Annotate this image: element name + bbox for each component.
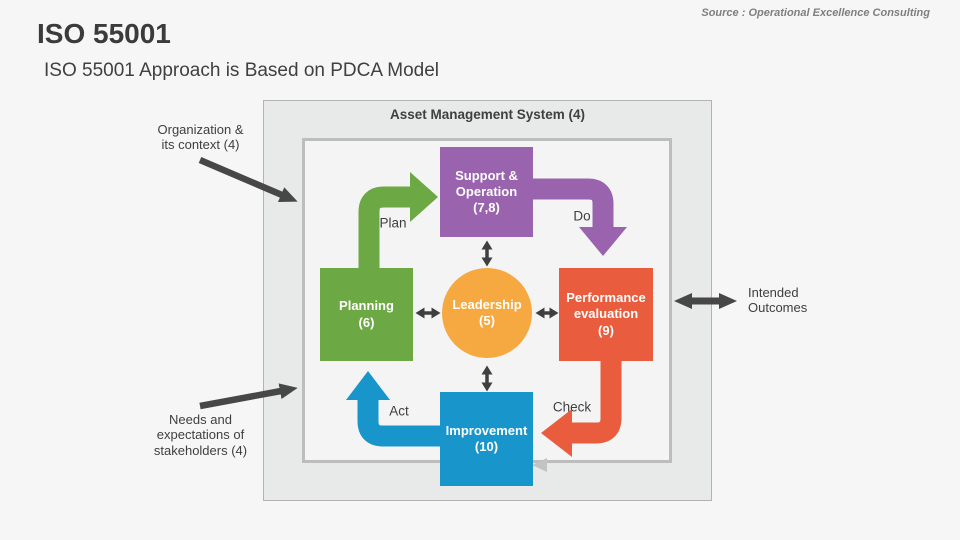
source-credit: Source : Operational Excellence Consulting (701, 7, 930, 19)
act-label: Act (389, 403, 409, 419)
organization-context-annotation (118, 122, 283, 153)
organization-context-line2: its context (4) (161, 137, 240, 153)
needs-arrow (200, 391, 281, 406)
support-operation-label-line2: Operation (455, 183, 518, 199)
check-label: Check (552, 399, 592, 415)
page-title: ISO 55001 (37, 18, 171, 49)
needs-line1: Needs and (169, 412, 232, 427)
leadership-label-line2: (5) (479, 313, 495, 328)
planning-label-line2: (6) (358, 314, 375, 330)
page-subtitle: ISO 55001 Approach is Based on PDCA Model (44, 60, 440, 81)
leadership-label-line1: Leadership (452, 296, 522, 312)
asset-management-system-label: Asset Management System (4) (389, 107, 586, 122)
do-arrow-head (579, 227, 627, 256)
intended-outcomes-annotation (748, 285, 807, 316)
do-label: Do (573, 208, 591, 224)
planning-label-line1: Planning (339, 298, 394, 314)
planning-box (320, 268, 413, 361)
improvement-label-line2: (10) (474, 439, 499, 454)
intended-outcomes-line2: Outcomes (748, 300, 808, 316)
performance-label-line3: (9) (598, 322, 614, 338)
act-arrow-head (346, 371, 390, 400)
needs-line2: expectations of (156, 427, 245, 443)
support-operation-box (440, 147, 533, 237)
performance-label-line2: evaluation (573, 306, 639, 322)
improvement-box (440, 392, 533, 486)
performance-label-line1: Performance (566, 290, 646, 306)
plan-arrow-head (410, 172, 438, 222)
support-operation-label-line3: (7,8) (473, 200, 500, 216)
do-arrow (530, 189, 603, 228)
needs-line3: stakeholders (4) (153, 442, 248, 458)
plan-arrow (369, 197, 411, 272)
intended-outcomes-line1: Intended (748, 285, 799, 300)
organization-context-line1: Organization & (157, 122, 244, 137)
improvement-label-line1: Improvement (445, 422, 528, 438)
org-context-arrow (200, 160, 282, 195)
performance-evaluation-box (559, 268, 653, 361)
needs-expectations-annotation (118, 412, 283, 458)
support-operation-label-line1: Support & (455, 167, 518, 183)
loop-gray-arrowhead (532, 458, 547, 472)
check-arrow-head (541, 409, 572, 457)
leadership-circle (442, 268, 532, 358)
check-arrow (571, 358, 611, 433)
plan-label: Plan (379, 215, 407, 231)
